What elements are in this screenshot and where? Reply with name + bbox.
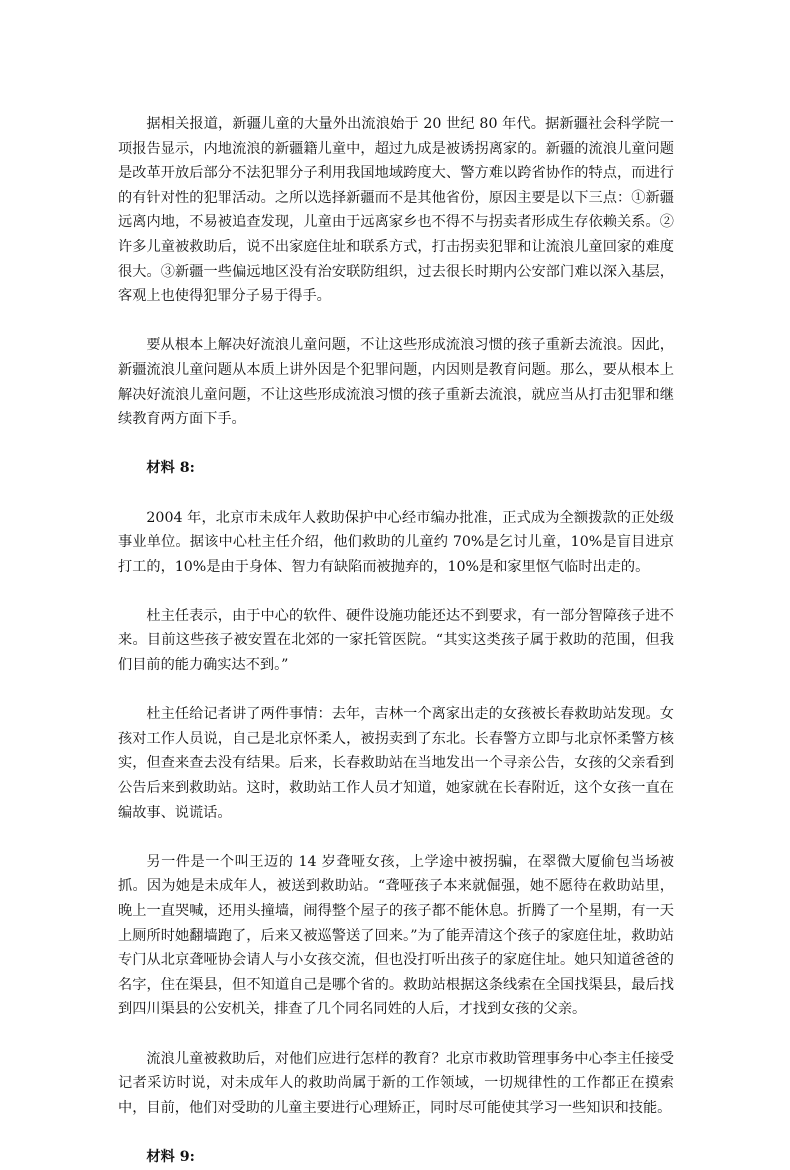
paragraph-director-du: 杜主任表示，由于中心的软件、硬件设施功能还达不到要求，有一部分智障孩子进不来。目前这些孩子被安置在北郊的一家托管医院。“其实这类孩子属于救助的范围，但我们目前的能力确实达不到。” xyxy=(118,607,674,674)
paragraph-root-solution: 要从根本上解决好流浪儿童问题，不让这些形成流浪习惯的孩子重新去流浪。因此，新疆流浪儿童问题从本质上讲外因是个犯罪问题，内因则是教育问题。那么，要从根本上解决好流浪儿童问题，不让这些形成流浪习惯的孩子重新去流浪，就应当从打击犯罪和继续教育两方面下手。 xyxy=(118,337,674,428)
paragraph-education: 流浪儿童被救助后，对他们应进行怎样的教育？北京市救助管理事务中心李主任接受记者采访时说，对未成年人的救助尚属于新的工作领域，一切规律性的工作都正在摸索中，目前，他们对受助的儿童主要进行心理矫正，同时尽可能使其学习一些知识和技能。 xyxy=(118,1050,674,1116)
paragraph-jilin-girl: 杜主任给记者讲了两件事情：去年，吉林一个离家出走的女孩被长春救助站发现。女孩对工作人员说，自己是北京怀柔人，被拐卖到了东北。长春警方立即与北京怀柔警方核实，但查来查去没有结果。后来，长春救助站在当地发出一个寻亲公告，女孩的父亲看到公告后来到救助站。这时，救助站工作人员才知道，她家就在长春附近，这个女孩一直在编故事、说谎话。 xyxy=(118,706,674,821)
material-9-heading: 材料 9: xyxy=(146,1148,195,1165)
paragraph-beijing-center: 2004 年，北京市未成年人救助保护中心经市编办批准，正式成为全额拨款的正处级事业单位。据该中心杜主任介绍，他们救助的儿童约 70%是乞讨儿童，10%是盲目进京打工的，10%是由于身体、智力有缺陷而被抛弃的，10%是和家里怄气临时出走的。 xyxy=(118,509,674,575)
material-8-heading: 材料 8: xyxy=(146,460,195,477)
paragraph-xinjiang-report: 据相关报道，新疆儿童的大量外出流浪始于 20 世纪 80 年代。据新疆社会科学院一项报告显示，内地流浪的新疆籍儿童中，超过九成是被诱拐离家的。新疆的流浪儿童问题是改革开放后部分不法犯罪分子利用我国地域跨度大、警方难以跨省协作的特点，而进行的有针对性的犯罪活动。之所以选择新疆而不是其他省份，原因主要是以下三点：①新疆远离内地，不易被追查发现，儿童由于远离家乡也不得不与拐卖者形成生存依赖关系。②许多儿童被救助后，说不出家庭住址和联系方式，打击拐卖犯罪和让流浪儿童回家的难度很大。③新疆一些偏远地区没有治安联防组织，过去很长时期内公安部门难以深入基层，客观上也使得犯罪分子易于得手。 xyxy=(118,116,674,305)
paragraph-deaf-girl: 另一件是一个叫王迈的 14 岁聋哑女孩，上学途中被拐骗，在翠微大厦偷包当场被抓。因为她是未成年人，被送到救助站。“聋哑孩子本来就倔强，她不愿待在救助站里，晚上一直哭喊，还用头撞墙，闹得整个屋子的孩子都不能休息。折腾了一个星期，有一天上厕所时她翻墙跑了，后来又被巡警送了回来。”为了能弄清这个孩子的家庭住址，救助站专门从北京聋哑协会请人与小女孩交流，但也没打听出孩子的家庭住址。她只知道爸爸的名字，住在渠县，但不知道自己是哪个省的。救助站根据这条线索在全国找渠县，最后找到四川渠县的公安机关，排查了几个同名同姓的人后，才找到女孩的父亲。 xyxy=(118,853,674,1018)
document-page xyxy=(118,112,674,1170)
